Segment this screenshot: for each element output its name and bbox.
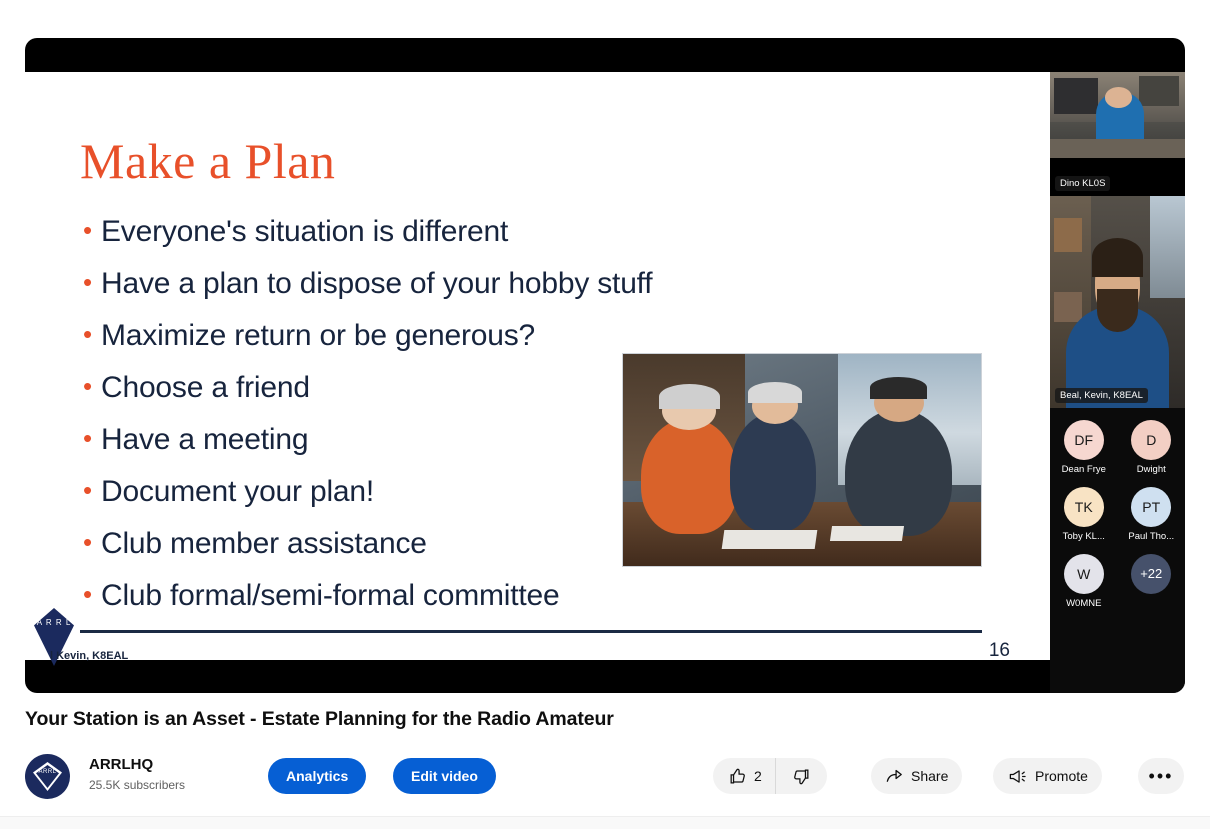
tile-person-hair xyxy=(1092,238,1143,276)
participant-avatar-cell[interactable] xyxy=(1052,420,1116,475)
bullet-text: Everyone's situation is different xyxy=(101,215,509,248)
avatar-row xyxy=(1050,420,1185,475)
tile-window xyxy=(1150,196,1185,298)
photo-person-middle-hair xyxy=(748,382,802,403)
analytics-button[interactable]: Analytics xyxy=(268,758,366,794)
list-item xyxy=(83,264,1033,307)
participant-overflow-cell[interactable] xyxy=(1119,554,1183,609)
avatar-name: Toby KL... xyxy=(1062,531,1105,542)
tile-equipment-2 xyxy=(1139,76,1179,106)
page-title: Your Station is an Asset - Estate Planning for the Radio Amateur xyxy=(25,708,614,730)
like-button[interactable] xyxy=(713,758,776,794)
share-icon xyxy=(885,767,904,786)
like-dislike-group xyxy=(713,758,827,794)
slide-title: Make a Plan xyxy=(80,133,336,189)
page-bottom-strip xyxy=(0,816,1210,829)
slide-divider xyxy=(80,630,982,633)
photo-person-right-hair xyxy=(870,377,927,398)
bullet-dot-icon: • xyxy=(83,579,93,609)
slide-photo-meeting xyxy=(622,353,982,567)
subscriber-count: 25.5K subscribers xyxy=(89,778,186,792)
more-actions-button[interactable]: ••• xyxy=(1138,758,1184,794)
avatar-name: Paul Tho... xyxy=(1128,531,1175,542)
thumbs-down-icon xyxy=(792,767,811,786)
arrl-logo-text: A R R L xyxy=(36,618,72,627)
bullet-dot-icon: • xyxy=(83,319,93,349)
participant-name-strip xyxy=(1050,158,1185,196)
participant-avatar-cell[interactable] xyxy=(1119,487,1183,542)
tile-books-2 xyxy=(1054,292,1082,322)
avatar-name: Dwight xyxy=(1136,464,1166,475)
photo-person-left-hair xyxy=(659,384,720,409)
bullet-dot-icon: • xyxy=(83,267,93,297)
bullet-text: Document your plan! xyxy=(101,475,375,508)
share-button[interactable] xyxy=(871,758,962,794)
thumbs-up-icon xyxy=(728,767,747,786)
photo-paper xyxy=(722,530,818,549)
video-player[interactable] xyxy=(25,38,1185,693)
list-item xyxy=(83,212,1033,255)
avatar: TK xyxy=(1064,487,1104,527)
dislike-button[interactable] xyxy=(776,758,827,794)
bullet-dot-icon: • xyxy=(83,215,93,245)
promote-label: Promote xyxy=(1035,768,1088,784)
bullet-text: Have a meeting xyxy=(101,423,309,456)
video-actions-bar xyxy=(25,752,1185,804)
photo-person-right xyxy=(845,409,952,536)
photo-paper-2 xyxy=(830,526,904,541)
avatar-row xyxy=(1050,487,1185,542)
arrl-logo-icon xyxy=(30,600,78,674)
participant-video-tile[interactable] xyxy=(1050,72,1185,158)
bullet-dot-icon: • xyxy=(83,371,93,401)
avatar-row xyxy=(1050,554,1185,609)
slide-credit-text: l Kevin, K8EAL xyxy=(50,650,129,662)
channel-name[interactable]: ARRLHQ xyxy=(89,756,154,773)
participant-avatar-cell[interactable] xyxy=(1052,554,1116,609)
avatar: DF xyxy=(1064,420,1104,460)
avatar: PT xyxy=(1131,487,1171,527)
avatar: W xyxy=(1064,554,1104,594)
tile-books xyxy=(1054,218,1082,252)
megaphone-icon xyxy=(1007,767,1028,786)
tile-equipment xyxy=(1054,78,1098,114)
participant-rail xyxy=(1050,72,1185,693)
photo-person-left xyxy=(641,418,738,535)
bullet-text: Maximize return or be generous? xyxy=(101,319,536,352)
bullet-dot-icon: • xyxy=(83,527,93,557)
bullet-text: Club member assistance xyxy=(101,527,427,560)
share-label: Share xyxy=(911,768,949,784)
photo-person-middle xyxy=(730,413,816,532)
avatar-name: W0MNE xyxy=(1066,598,1102,609)
slide-page-number: 16 xyxy=(988,640,1010,661)
bullet-text: Choose a friend xyxy=(101,371,310,404)
participant-avatar-cell[interactable] xyxy=(1119,420,1183,475)
promote-button[interactable] xyxy=(993,758,1102,794)
bullet-dot-icon: • xyxy=(83,475,93,505)
tile-person-beard xyxy=(1097,289,1138,331)
presentation-slide xyxy=(25,72,1050,660)
avatar: D xyxy=(1131,420,1171,460)
edit-video-button[interactable]: Edit video xyxy=(393,758,496,794)
list-item xyxy=(83,576,1033,619)
participant-video-tile[interactable] xyxy=(1050,196,1185,408)
participant-name-label: Dino KL0S xyxy=(1055,176,1110,191)
avatar-overflow-count: +22 xyxy=(1131,554,1171,594)
avatar[interactable] xyxy=(25,754,70,799)
bullet-dot-icon: • xyxy=(83,423,93,453)
participant-avatar-grid xyxy=(1050,408,1185,663)
tile-desk xyxy=(1050,139,1185,158)
participant-name-label: Beal, Kevin, K8EAL xyxy=(1055,388,1148,403)
participant-avatar-cell[interactable] xyxy=(1052,487,1116,542)
avatar-name: Dean Frye xyxy=(1061,464,1106,475)
channel-logo-text: ARRL xyxy=(38,769,57,775)
bullet-text: Have a plan to dispose of your hobby stuff xyxy=(101,267,653,300)
bullet-text: Club formal/semi-formal committee xyxy=(101,579,560,612)
like-count: 2 xyxy=(754,768,762,784)
